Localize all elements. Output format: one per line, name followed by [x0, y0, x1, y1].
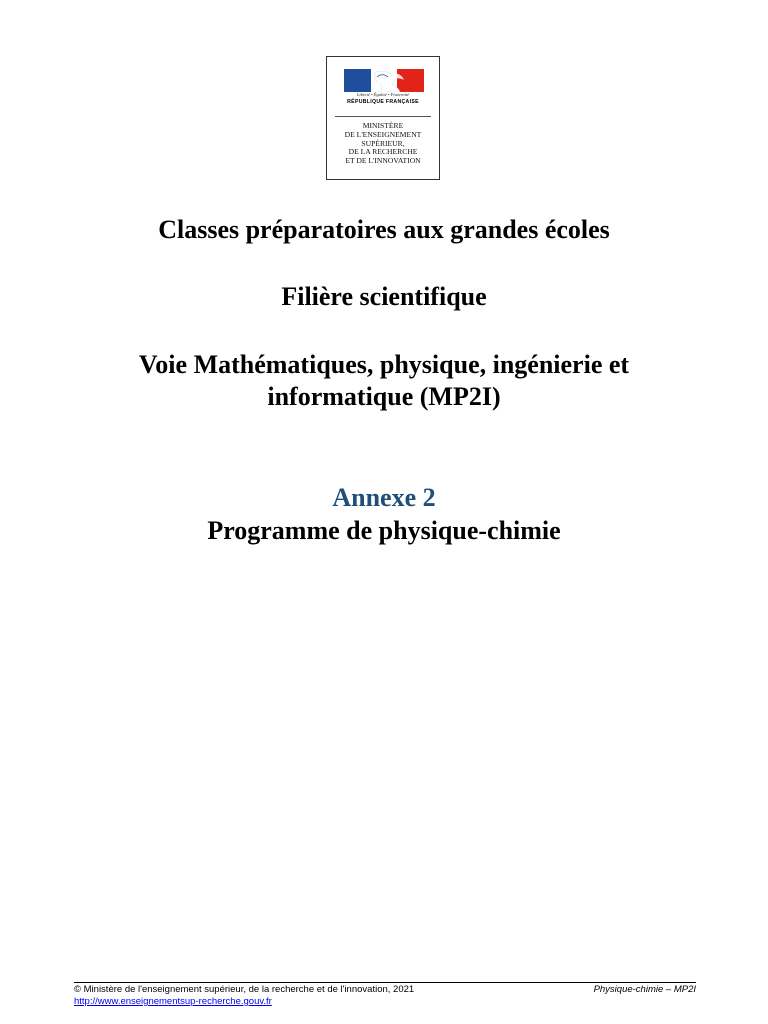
logo-divider — [335, 116, 431, 117]
marianne-icon — [344, 69, 424, 92]
annexe-heading: Annexe 2 — [332, 483, 436, 512]
marianne-block — [327, 57, 439, 115]
government-logo — [326, 56, 440, 180]
republique-francaise-text: RÉPUBLIQUE FRANÇAISE — [347, 99, 419, 105]
ministere-line: DE L'ENSEIGNEMENT — [344, 129, 422, 139]
ministere-line: DE LA RECHERCHE — [348, 147, 418, 157]
ministere-line: SUPÉRIEUR, — [361, 138, 405, 148]
programme-heading: Programme de physique-chimie — [207, 516, 561, 545]
voie-heading-line1: Voie Mathématiques, physique, ingénierie et — [138, 350, 630, 379]
footer-copyright: © Ministère de l'enseignement supérieur, de la recherche et de l'innovation, 2021 — [74, 984, 415, 995]
footer-divider — [74, 982, 696, 983]
ministere-line: ET DE L'INNOVATION — [345, 156, 421, 166]
filiere-heading: Filière scientifique — [281, 282, 487, 311]
footer-document-label: Physique-chimie – MP2I — [593, 984, 696, 995]
devise-text: Liberté • Égalité • Fraternité — [356, 92, 410, 97]
ministere-text — [327, 122, 439, 166]
document-title: Classes préparatoires aux grandes écoles — [158, 215, 610, 244]
footer-website-link[interactable]: http://www.enseignementsup-recherche.gouv.fr — [74, 996, 272, 1007]
ministere-line: MINISTÈRE — [362, 121, 404, 130]
voie-heading-line2: informatique (MP2I) — [267, 382, 501, 411]
